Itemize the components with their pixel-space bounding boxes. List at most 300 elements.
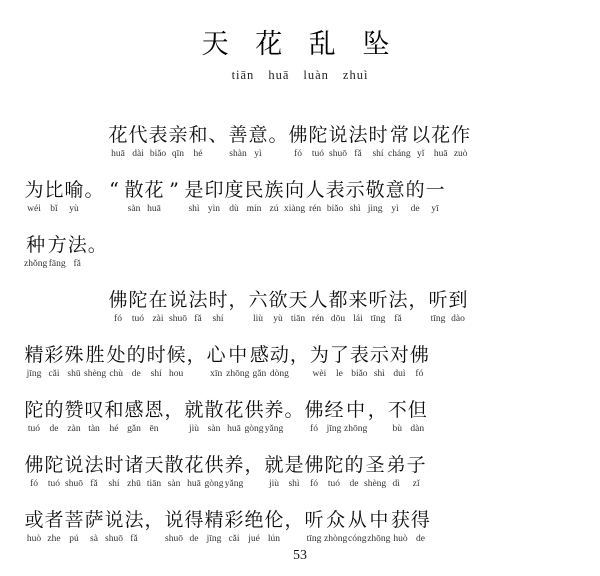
character-glyph: 在 [148,289,168,311]
pinyin-label: lái [353,314,363,324]
character-glyph: 法 [84,454,104,476]
character-glyph: ， [228,289,248,311]
pinyin-label: huā [187,479,201,489]
character-glyph: ， [367,399,387,421]
character-unit [388,124,411,161]
character-glyph: 陀 [324,454,344,476]
pinyin-label: tīng [430,314,446,324]
character-glyph: 法 [348,124,368,146]
character-unit [451,124,471,161]
character-unit [368,124,388,161]
text-line [24,392,576,436]
pinyin-label: de [410,204,420,214]
punctuation-unit [244,454,264,491]
pinyin-label: jīng [26,369,42,379]
character-glyph: 中 [369,509,389,531]
character-unit [347,509,367,546]
character-glyph: 来 [348,289,368,311]
pinyin-label: shí [212,314,224,324]
character-unit [164,454,184,491]
character-unit [44,179,64,216]
pinyin-label: shèng [84,369,107,379]
pinyin-label: cǎi [228,534,240,544]
pinyin-label: huā [111,149,125,159]
character-glyph: 获 [390,509,410,531]
character-unit [24,399,44,436]
pinyin-label: huā [227,424,241,434]
character-unit [244,179,264,216]
page-container [0,22,600,576]
character-glyph: 花 [224,399,244,421]
pinyin-label: shì [349,204,361,214]
character-unit [284,179,305,216]
character-glyph: 陀 [128,289,148,311]
punctuation-unit [186,344,206,381]
character-unit [348,124,368,161]
pinyin-label: shì [188,204,200,214]
character-glyph: 时 [104,454,124,476]
pinyin-label: yìn [207,204,221,214]
character-unit [264,509,284,546]
pinyin-label: cǎi [48,369,60,379]
character-unit [47,234,67,271]
character-glyph: 的 [44,399,64,421]
character-glyph: 佛 [24,454,44,476]
character-glyph: 花 [144,179,164,201]
character-glyph: 对 [389,344,409,366]
character-unit [44,344,64,381]
character-glyph: 就 [184,399,204,421]
character-unit [324,399,344,436]
pinyin-label: fǎ [73,259,81,269]
pinyin-label: jiù [268,479,280,489]
pinyin-label: shū [67,369,81,379]
pinyin-label: tīng [370,314,386,324]
character-glyph: 散 [204,399,224,421]
character-glyph: 以 [411,124,431,146]
character-unit [345,179,365,216]
pinyin-label: fó [114,314,122,324]
character-glyph: 。 [84,179,104,201]
punctuation-unit [84,179,104,216]
character-unit [144,179,164,216]
character-glyph: 是 [284,454,304,476]
character-glyph: 方 [47,234,67,256]
pinyin-label: zhōng [367,534,391,544]
pinyin-label: fǎ [194,314,202,324]
character-glyph: 说 [164,509,184,531]
pinyin-label: hé [109,424,119,434]
pinyin-label: tīng [306,534,322,544]
character-unit [84,454,104,491]
pinyin-label: fó [294,149,302,159]
character-glyph: 陀 [24,399,44,421]
character-glyph: 的 [344,454,364,476]
pinyin-label: fǎ [130,534,138,544]
character-unit [224,454,244,491]
character-unit [308,124,328,161]
character-unit [128,124,148,161]
character-glyph: 佛 [304,454,324,476]
pinyin-label: de [349,479,359,489]
character-glyph: 。 [87,234,107,256]
character-unit [349,344,369,381]
pinyin-label: tuó [327,479,341,489]
character-unit [204,509,224,546]
pinyin-label: huā [147,204,161,214]
character-unit [108,289,128,326]
character-glyph: 供 [204,454,224,476]
pinyin-label: dài [132,149,144,159]
character-unit [84,509,104,546]
character-glyph: 中 [228,344,248,366]
pinyin-label: shuō [169,314,187,324]
character-glyph: 说 [104,509,124,531]
character-unit [288,124,308,161]
character-glyph: 得 [410,509,430,531]
pinyin-label: zuò [453,149,468,159]
pinyin-label: zài [152,314,164,324]
character-glyph: ， [186,344,206,366]
pinyin-label: yǎng [224,479,244,489]
character-glyph: 听 [368,289,388,311]
title-pinyin-syllable: zhuì [342,68,369,82]
pinyin-label: huò [26,534,42,544]
character-unit [387,399,407,436]
character-glyph: 或 [24,509,44,531]
character-glyph: 度 [224,179,244,201]
pinyin-label: dù [229,204,239,214]
character-glyph: 者 [44,509,64,531]
character-glyph: 菩 [64,509,84,531]
pinyin-label: fāng [48,259,66,269]
pinyin-label: fó [30,479,38,489]
character-unit [184,179,204,216]
punctuation-unit [284,399,304,436]
character-unit [44,509,64,546]
character-glyph: 弟 [386,454,406,476]
pinyin-label: hé [193,149,203,159]
character-glyph: 法 [67,234,87,256]
character-glyph: 绝 [244,509,264,531]
pinyin-label: le [335,369,343,379]
character-glyph: 族 [264,179,284,201]
punctuation-unit [87,234,107,271]
character-unit [64,454,84,491]
character-glyph: 说 [64,454,84,476]
character-unit [284,454,304,491]
pinyin-label: zhōng [344,424,368,434]
pinyin-label: wéi [27,204,41,214]
character-unit [106,344,126,381]
character-glyph: ” [169,179,179,201]
character-glyph: 时 [146,344,166,366]
pinyin-label: ēn [149,424,159,434]
character-glyph: 一 [425,179,445,201]
character-unit [305,179,325,216]
pinyin-label: yù [273,314,283,324]
character-glyph: 说 [328,124,348,146]
pinyin-label: de [415,534,425,544]
character-unit [24,509,44,546]
character-glyph: 养 [224,454,244,476]
pinyin-label: biǎo [149,149,167,159]
character-glyph: 比 [44,179,64,201]
character-unit [24,179,44,216]
pinyin-label: yǐ [416,149,425,159]
pinyin-label: cóng [347,534,367,544]
character-glyph: 处 [106,344,126,366]
character-glyph: 六 [248,289,268,311]
character-glyph: 意 [385,179,405,201]
character-unit [224,179,244,216]
title-pinyin-syllable: luàn [303,68,329,82]
character-glyph: 都 [328,289,348,311]
pinyin-label: xīn [210,369,223,379]
character-glyph: 、 [208,124,228,146]
character-unit [348,289,368,326]
pinyin-label: sàn [167,479,181,489]
character-unit [224,509,244,546]
pinyin-label: bǐ [50,204,58,214]
character-unit [406,454,426,491]
character-glyph: 养 [264,399,284,421]
pinyin-label: shí [108,479,120,489]
character-unit [325,179,345,216]
title-pinyin-syllable: huā [268,68,290,82]
character-glyph: 彩 [44,344,64,366]
character-glyph: 为 [309,344,329,366]
character-glyph: 花 [108,124,128,146]
pinyin-label: pú [69,534,79,544]
character-glyph: 听 [304,509,324,531]
pinyin-label: zhǒng [24,259,48,269]
character-glyph: 殊 [64,344,84,366]
character-unit [448,289,468,326]
character-glyph: 感 [249,344,269,366]
character-unit [108,124,128,161]
pinyin-label: chù [109,369,124,379]
character-unit [329,344,349,381]
character-unit [144,454,164,491]
pinyin-label: zàn [67,424,81,434]
character-unit [389,344,409,381]
pinyin-label: biǎo [351,369,368,379]
character-glyph: 伦 [264,509,284,531]
character-glyph: 常 [389,124,409,146]
punctuation-unit [208,124,228,161]
character-glyph: 作 [451,124,471,146]
pinyin-label: gǎn [127,424,141,434]
character-unit [206,344,226,381]
character-unit [268,289,288,326]
punctuation-unit [289,344,309,381]
pinyin-label: shuō [65,479,83,489]
pinyin-label: jìng [367,204,383,214]
character-unit [104,399,124,436]
character-glyph: 散 [164,454,184,476]
character-unit [344,399,367,436]
character-unit [184,454,204,491]
text-line [24,282,576,326]
character-unit [168,289,188,326]
character-glyph: 说 [168,289,188,311]
character-glyph: 散 [124,179,144,201]
character-glyph: 的 [126,344,146,366]
pinyin-label: fó [415,369,424,379]
character-glyph: 人 [308,289,328,311]
character-unit [411,124,431,161]
character-glyph: 了 [329,344,349,366]
character-glyph: 经 [324,399,344,421]
pinyin-label: sà [90,534,98,544]
character-glyph: 是 [184,179,204,201]
character-unit [428,289,448,326]
character-unit [264,399,284,436]
pinyin-label: zú [269,204,279,214]
character-unit [124,454,144,491]
pinyin-label: fó [310,479,318,489]
text-line [24,172,576,216]
pinyin-label: biǎo [326,204,344,214]
punctuation-unit [268,124,288,161]
punctuation-unit [144,509,164,546]
character-unit [288,289,308,326]
character-unit [208,289,228,326]
pinyin-label: cháng [388,149,411,159]
character-unit [365,179,385,216]
character-unit [204,399,224,436]
character-glyph: 萨 [84,509,104,531]
character-unit [226,344,249,381]
character-unit [405,179,425,216]
body-text [0,117,600,546]
character-glyph: 天 [144,454,164,476]
character-glyph: 种 [26,234,46,256]
character-unit [64,179,84,216]
pinyin-label: gǎn [252,369,267,379]
character-glyph: 胜 [85,344,105,366]
character-unit [184,399,204,436]
pinyin-label: lún [267,534,281,544]
pinyin-label: dào [451,314,465,324]
pinyin-label: zhe [47,534,61,544]
character-unit [328,124,348,161]
pinyin-label: tuó [47,479,61,489]
punctuation-unit [284,509,304,546]
character-glyph: 佛 [304,399,324,421]
character-glyph: “ [109,179,119,201]
pinyin-label: sàn [127,204,141,214]
character-unit [228,124,248,161]
character-glyph: 得 [184,509,204,531]
character-unit [24,344,44,381]
pinyin-label: tuó [311,149,325,159]
character-unit [367,509,390,546]
character-glyph: 印 [204,179,224,201]
pinyin-label: tiān [290,314,306,324]
character-unit [224,399,244,436]
character-glyph: 子 [406,454,426,476]
pinyin-label: jué [248,534,260,544]
character-glyph: 亲 [168,124,188,146]
character-glyph: ， [289,344,309,366]
pinyin-label: de [131,369,141,379]
character-unit [407,399,427,436]
pinyin-label: dì [392,479,400,489]
pinyin-label: yī [431,204,439,214]
pinyin-label: yù [69,204,79,214]
pinyin-label: fǎ [354,149,362,159]
character-glyph: 佛 [108,289,128,311]
character-glyph: 但 [407,399,427,421]
character-glyph: 天 [288,289,308,311]
page-title-pinyin [0,68,600,83]
punctuation-unit [164,179,184,216]
character-unit [304,509,324,546]
character-glyph: 表 [148,124,168,146]
character-glyph: 赞 [64,399,84,421]
character-unit [144,399,164,436]
text-line [24,502,576,546]
character-unit [388,289,408,326]
character-glyph: 佛 [409,344,429,366]
punctuation-unit [228,289,248,326]
character-unit [128,289,148,326]
pinyin-label: shì [288,479,300,489]
character-unit [166,344,186,381]
pinyin-label: zhū [127,479,141,489]
character-unit [44,454,64,491]
character-glyph: 民 [244,179,264,201]
pinyin-label: shuō [165,534,183,544]
pinyin-label: shuō [105,534,123,544]
pinyin-label: huò [393,534,408,544]
character-glyph: 听 [428,289,448,311]
character-unit [249,344,269,381]
character-glyph: 花 [431,124,451,146]
character-glyph: 和 [104,399,124,421]
character-glyph: 从 [347,509,367,531]
character-glyph: 就 [264,454,284,476]
character-glyph: 欲 [268,289,288,311]
character-glyph: 圣 [365,454,385,476]
character-glyph: 人 [305,179,325,201]
character-unit [124,509,144,546]
character-glyph: 代 [128,124,148,146]
character-glyph: 精 [24,344,44,366]
pinyin-label: jīng [326,424,342,434]
character-glyph: 叹 [84,399,104,421]
character-glyph: 陀 [44,454,64,476]
character-unit [269,344,289,381]
character-unit [124,179,144,216]
character-glyph: 供 [244,399,264,421]
character-unit [188,289,208,326]
pinyin-label: huā [433,149,448,159]
pinyin-label: gòng [244,424,264,434]
pinyin-label: yì [254,149,262,159]
text-line [24,227,576,271]
character-glyph: 彩 [224,509,244,531]
pinyin-label: jīng [206,534,222,544]
character-unit [386,454,406,491]
character-glyph: ， [164,399,184,421]
character-unit [248,289,268,326]
punctuation-unit [104,179,124,216]
character-glyph: 示 [345,179,365,201]
character-unit [84,399,104,436]
